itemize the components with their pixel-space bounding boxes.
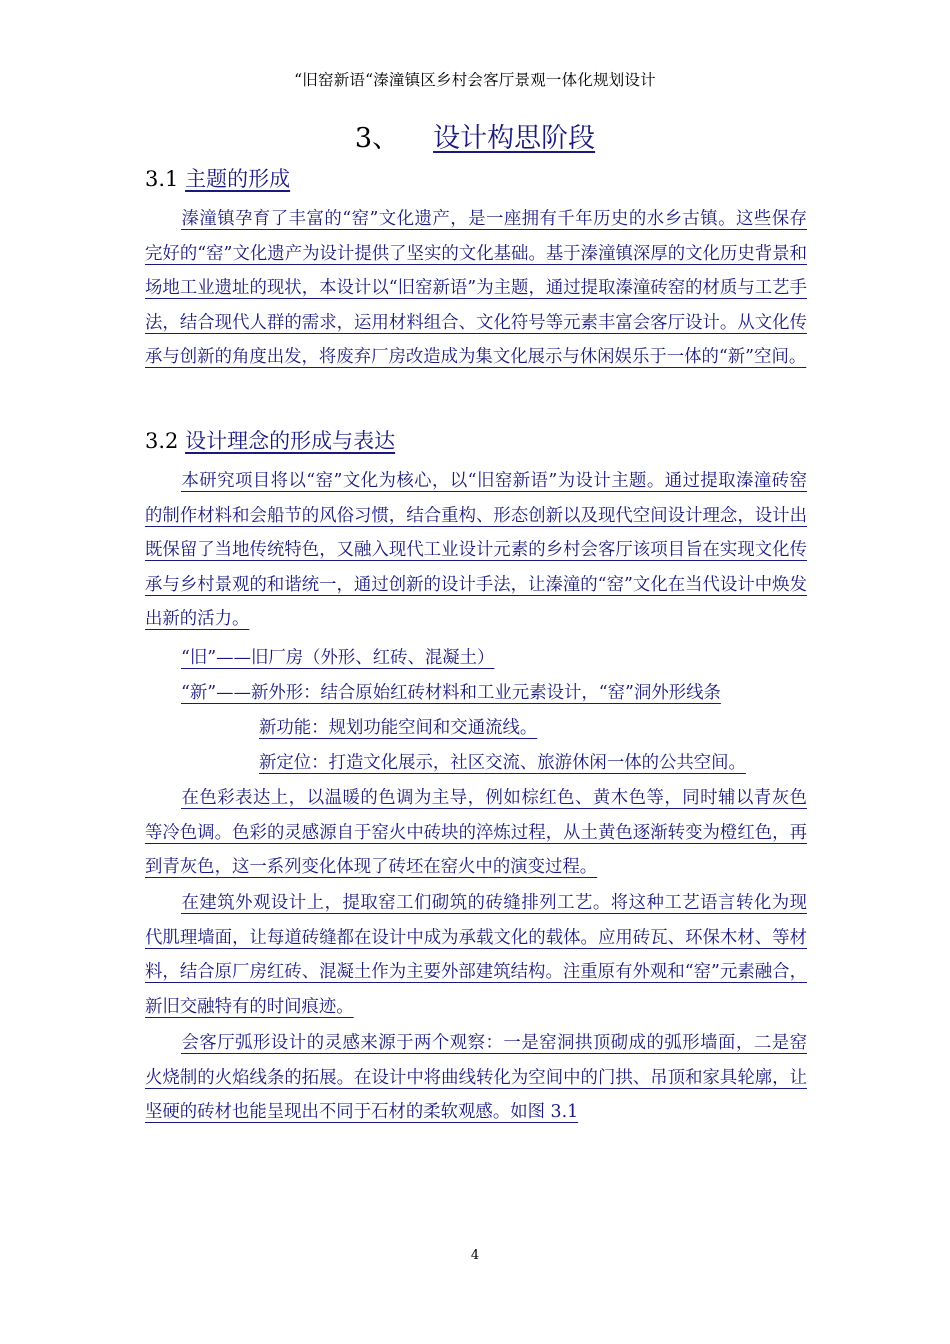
paragraph-text[interactable]: 本研究项目将以“窑”文化为核心，以“旧窑新语”为设计主题。通过提取溱潼砖窑的制作材料和会船节的风俗习惯，结合重构、形态创新以及现代空间设计理念，设计出既保留了当地传统特色，又融入现代工业设计元素的乡村会客厅该项目旨在实现文化传承与乡村景观的和谐统一，通过创新的设计手法，让溱潼的“窑”文化在当代设计中焕发出新的活力。 bbox=[145, 471, 807, 630]
new-line-3 bbox=[259, 748, 746, 773]
paragraph-text[interactable]: 在色彩表达上，以温暖的色调为主导，例如棕红色、黄木色等，同时辅以青灰色等冷色调。色彩的灵感源自于窑火中砖块的淬炼过程，从土黄色逐渐转变为橙红色，再到青灰色，这一系列变化体现了砖坯在窑火中的演变过程。 bbox=[145, 788, 807, 878]
paragraph-theme bbox=[145, 202, 807, 375]
paragraph-concept bbox=[145, 464, 807, 637]
section-number: 3.1 bbox=[145, 167, 179, 191]
chapter-number: 3、 bbox=[354, 123, 400, 154]
section-title[interactable]: 主题的形成 bbox=[185, 167, 291, 191]
new-line-3-text[interactable]: 新定位：打造文化展示，社区交流、旅游休闲一体的公共空间。 bbox=[259, 753, 746, 773]
section-title[interactable]: 设计理念的形成与表达 bbox=[185, 429, 396, 453]
old-line-text[interactable]: “旧”——旧厂房（外形、红砖、混凝土） bbox=[181, 648, 495, 668]
paragraph-text[interactable]: 会客厅弧形设计的灵感来源于两个观察：一是窑洞拱顶砌成的弧形墙面，二是窑火烧制的火焰线条的拓展。在设计中将曲线转化为空间中的门拱、吊顶和家具轮廓，让坚硬的砖材也能呈现出不同于石材的柔软观感。如图 3.1 bbox=[145, 1033, 807, 1123]
section-heading-3-2 bbox=[145, 425, 395, 455]
paragraph-text[interactable]: 溱潼镇孕育了丰富的“窑”文化遗产，是一座拥有千年历史的水乡古镇。这些保存完好的“窑”文化遗产为设计提供了坚实的文化基础。基于溱潼镇深厚的文化历史背景和场地工业遗址的现状，本设计以“旧窑新语”为主题，通过提取溱潼砖窑的材质与工艺手法，结合现代人群的需求，运用材料组合、文化符号等元素丰富会客厅设计。从文化传承与创新的角度出发，将废弃厂房改造成为集文化展示与休闲娱乐于一体的“新”空间。 bbox=[145, 209, 807, 368]
page-number: 4 bbox=[470, 1248, 480, 1263]
section-heading-3-1 bbox=[145, 163, 290, 193]
old-line bbox=[181, 643, 494, 668]
new-line-2 bbox=[259, 713, 537, 738]
paragraph-arc bbox=[145, 1026, 807, 1130]
new-line-2-text[interactable]: 新功能：规划功能空间和交通流线。 bbox=[259, 718, 538, 738]
page-header: “旧窑新语“溱潼镇区乡村会客厅景观一体化规划设计 bbox=[294, 71, 656, 89]
paragraph-text[interactable]: 在建筑外观设计上，提取窑工们砌筑的砖缝排列工艺。将这种工艺语言转化为现代肌理墙面，让每道砖缝都在设计中成为承载文化的载体。应用砖瓦、环保木材、等材料，结合原厂房红砖、混凝土作为主要外部建筑结构。注重原有外观和“窑”元素融合，新旧交融特有的时间痕迹。 bbox=[145, 893, 807, 1017]
chapter-heading bbox=[0, 116, 950, 155]
paragraph-color bbox=[145, 781, 807, 885]
paragraph-exterior bbox=[145, 886, 807, 1024]
chapter-title[interactable]: 设计构思阶段 bbox=[433, 123, 596, 154]
new-line-1-text[interactable]: “新”——新外形：结合原始红砖材料和工业元素设计，“窑”洞外形线条 bbox=[181, 683, 721, 703]
new-line-1 bbox=[181, 678, 721, 703]
section-number: 3.2 bbox=[145, 429, 179, 453]
